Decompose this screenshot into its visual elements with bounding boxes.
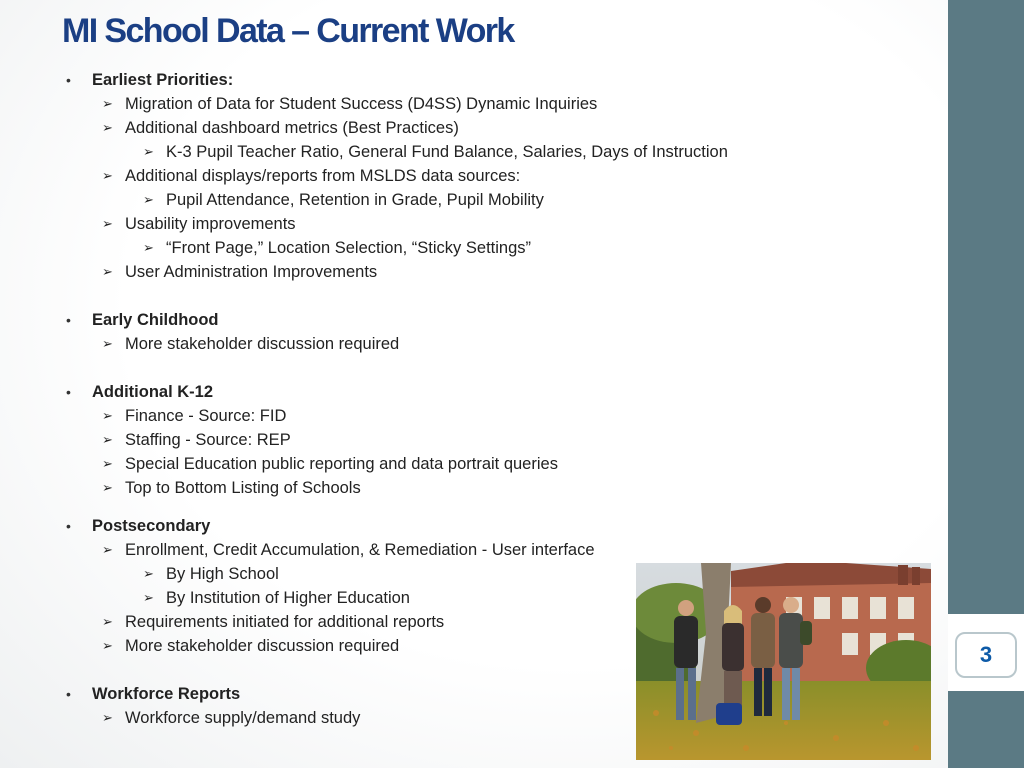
arrow-bullet-icon: ➢: [102, 264, 113, 279]
section-heading: Postsecondary: [92, 517, 211, 535]
arrow-bullet-icon: ➢: [102, 638, 113, 653]
arrow-bullet-icon: ➢: [102, 96, 113, 111]
list-item: Workforce supply/demand study: [125, 709, 361, 727]
bullet-icon: •: [66, 312, 71, 328]
list-item: More stakeholder discussion required: [125, 335, 400, 353]
arrow-bullet-icon: ➢: [143, 566, 154, 581]
arrow-bullet-icon: ➢: [102, 480, 113, 495]
arrow-bullet-icon: ➢: [102, 120, 113, 135]
list-item: Enrollment, Credit Accumulation, & Remediation - User interface: [125, 541, 595, 559]
bullet-icon: •: [66, 518, 71, 534]
arrow-bullet-icon: ➢: [143, 590, 154, 605]
page-number: 3: [955, 632, 1017, 678]
section-heading: Workforce Reports: [92, 685, 241, 703]
sub-list-item: By Institution of Higher Education: [166, 589, 410, 607]
arrow-bullet-icon: ➢: [102, 216, 113, 231]
slide-title: MI School Data – Current Work: [62, 12, 514, 50]
arrow-bullet-icon: ➢: [102, 432, 113, 447]
list-item: Finance - Source: FID: [125, 407, 287, 425]
list-item: Usability improvements: [125, 215, 296, 233]
list-item: User Administration Improvements: [125, 263, 378, 281]
bullet-icon: •: [66, 384, 71, 400]
list-item: Additional displays/reports from MSLDS data sources:: [125, 167, 521, 185]
arrow-bullet-icon: ➢: [143, 192, 154, 207]
section-heading: Early Childhood: [92, 311, 219, 329]
students-campus-photo: [636, 563, 931, 760]
arrow-bullet-icon: ➢: [102, 168, 113, 183]
list-item: Additional dashboard metrics (Best Practices): [125, 119, 459, 137]
sub-list-item: By High School: [166, 565, 279, 583]
arrow-bullet-icon: ➢: [102, 710, 113, 725]
list-item: Top to Bottom Listing of Schools: [125, 479, 361, 497]
sub-list-item: K-3 Pupil Teacher Ratio, General Fund Balance, Salaries, Days of Instruction: [166, 143, 728, 161]
section-early-childhood: [66, 308, 786, 356]
arrow-bullet-icon: ➢: [102, 456, 113, 471]
section-additional-k12: [66, 380, 786, 500]
arrow-bullet-icon: ➢: [102, 408, 113, 423]
arrow-bullet-icon: ➢: [143, 144, 154, 159]
section-heading: Earliest Priorities:: [92, 71, 234, 89]
arrow-bullet-icon: ➢: [102, 336, 113, 351]
arrow-bullet-icon: ➢: [143, 240, 154, 255]
bullet-icon: •: [66, 72, 71, 88]
sub-list-item: “Front Page,” Location Selection, “Sticky Settings”: [166, 239, 531, 257]
arrow-bullet-icon: ➢: [102, 614, 113, 629]
sub-list-item: Pupil Attendance, Retention in Grade, Pupil Mobility: [166, 191, 544, 209]
arrow-bullet-icon: ➢: [102, 542, 113, 557]
list-item: Requirements initiated for additional reports: [125, 613, 445, 631]
list-item: More stakeholder discussion required: [125, 637, 400, 655]
section-heading: Additional K-12: [92, 383, 214, 401]
list-item: Staffing - Source: REP: [125, 431, 291, 449]
section-earliest-priorities: [66, 68, 786, 284]
list-item: Special Education public reporting and data portrait queries: [125, 455, 558, 473]
list-item: Migration of Data for Student Success (D4SS) Dynamic Inquiries: [125, 95, 598, 113]
bullet-icon: •: [66, 686, 71, 702]
